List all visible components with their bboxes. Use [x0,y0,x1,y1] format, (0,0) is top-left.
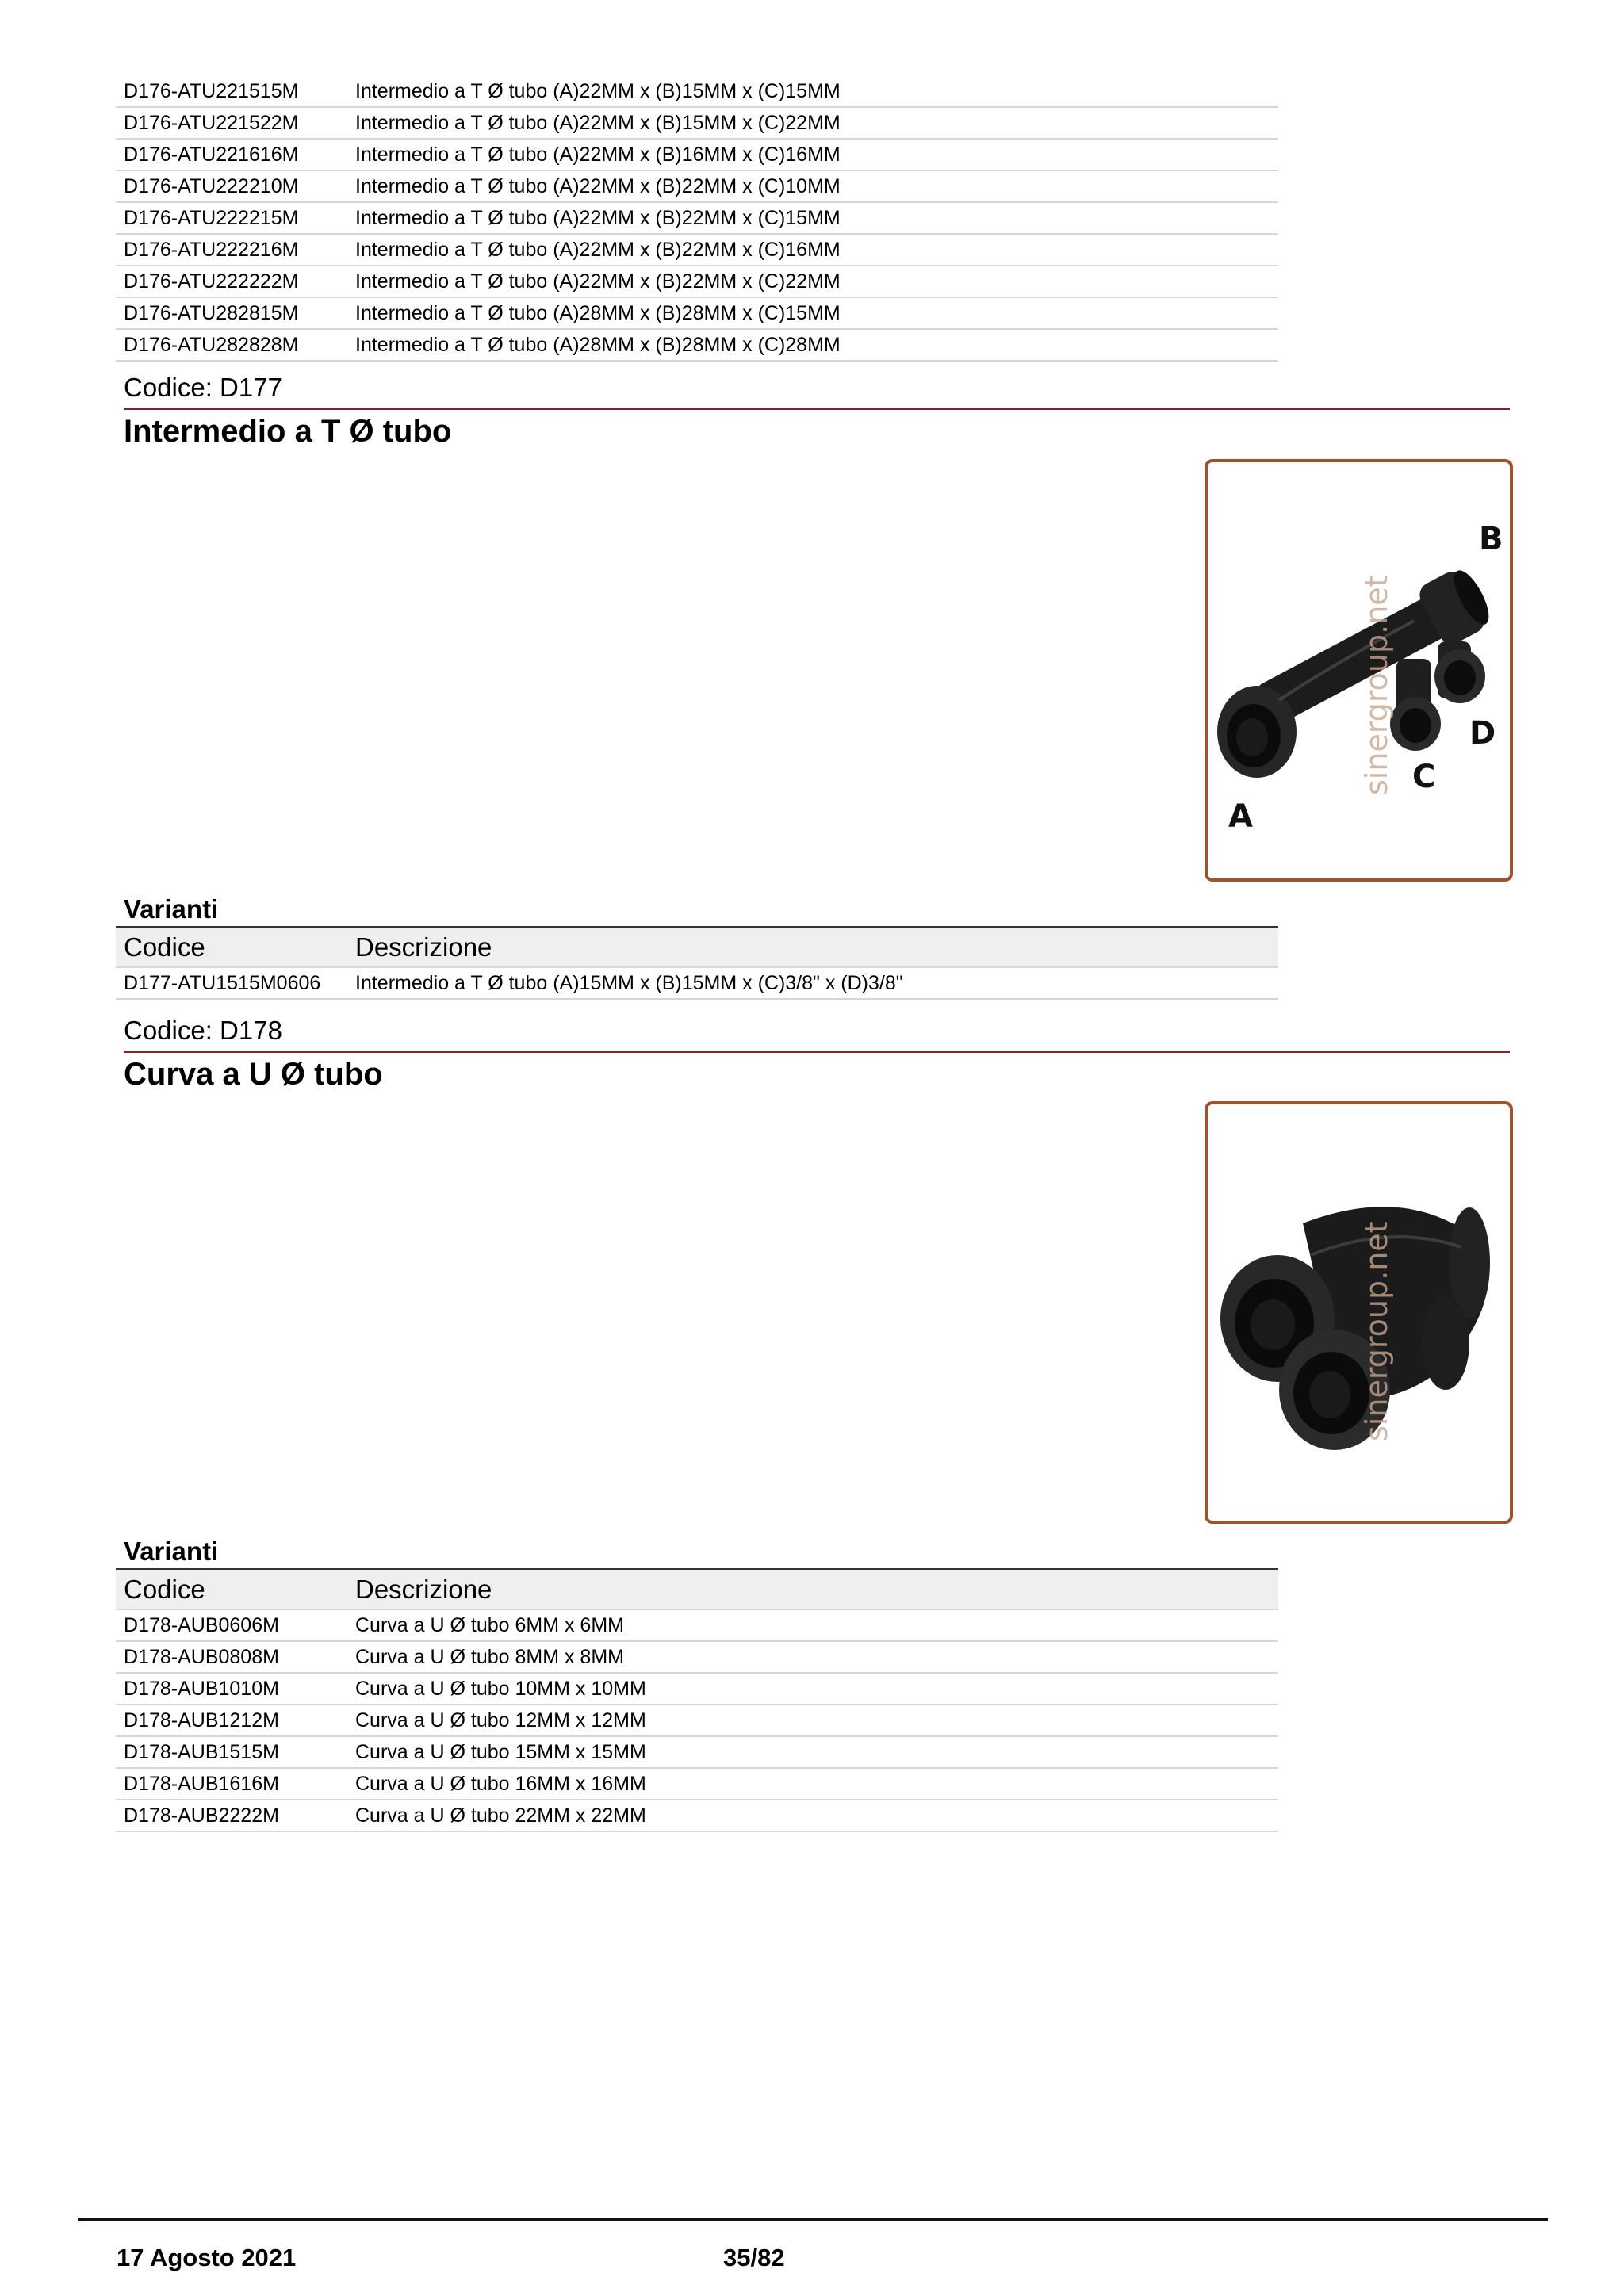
label-c: C [1412,759,1436,795]
label-a: A [1228,798,1253,835]
d177-variants-table [116,926,1278,1000]
watermark-text: sinergroup.net [1359,575,1394,795]
row-code: D176-ATU222215M [116,202,347,234]
row-description: Intermedio a T Ø tubo (A)22MM x (B)16MM x (C)16MM [347,139,1278,170]
table-row [116,329,1278,361]
table-row [116,234,1278,266]
table-row [116,107,1278,139]
row-description: Intermedio a T Ø tubo (A)22MM x (B)15MM x (C)22MM [347,107,1278,139]
footer-date: 17 Agosto 2021 [117,2244,297,2271]
row-code: D178-AUB1010M [116,1673,347,1705]
row-description: Intermedio a T Ø tubo (A)28MM x (B)28MM x (C)15MM [347,297,1278,329]
row-code: D176-ATU282815M [116,297,347,329]
row-description: Curva a U Ø tubo 15MM x 15MM [347,1736,1278,1768]
row-description: Intermedio a T Ø tubo (A)22MM x (B)15MM x (C)15MM [347,76,1278,107]
header-description: Descrizione [347,927,1278,967]
row-description: Intermedio a T Ø tubo (A)22MM x (B)22MM x (C)10MM [347,170,1278,202]
row-code: D176-ATU282828M [116,329,347,361]
table-row [116,76,1278,107]
d178-variants-table [116,1568,1278,1832]
row-code: D178-AUB1212M [116,1705,347,1736]
row-code: D176-ATU222216M [116,234,347,266]
section-title-d177: Intermedio a T Ø tubo [124,414,452,449]
section-divider [124,408,1510,410]
row-description: Intermedio a T Ø tubo (A)22MM x (B)22MM x (C)16MM [347,234,1278,266]
table-row [116,170,1278,202]
table-header-row [116,927,1278,967]
table-row [116,1800,1278,1831]
table-row [116,1609,1278,1641]
table-row [116,1641,1278,1673]
table-row [116,266,1278,297]
row-code: D176-ATU222210M [116,170,347,202]
header-description: Descrizione [347,1569,1278,1609]
row-description: Intermedio a T Ø tubo (A)28MM x (B)28MM x (C)28MM [347,329,1278,361]
row-code: D178-AUB1515M [116,1736,347,1768]
row-description: Curva a U Ø tubo 22MM x 22MM [347,1800,1278,1831]
label-d: D [1469,715,1496,752]
row-code: D176-ATU221515M [116,76,347,107]
row-code: D178-AUB2222M [116,1800,347,1831]
row-description: Curva a U Ø tubo 12MM x 12MM [347,1705,1278,1736]
row-description: Curva a U Ø tubo 10MM x 10MM [347,1673,1278,1705]
label-b: B [1479,521,1503,557]
d176-variants-table [116,76,1278,362]
section-code-d177: Codice: D177 [124,373,282,402]
header-code: Codice [116,927,347,967]
section-title-d178: Curva a U Ø tubo [124,1057,383,1092]
section-code-d178: Codice: D178 [124,1016,282,1045]
table-row [116,297,1278,329]
row-code: D176-ATU221522M [116,107,347,139]
table-row [116,967,1278,999]
table-row [116,139,1278,170]
varianti-heading-d178: Varianti [124,1536,219,1566]
row-description: Curva a U Ø tubo 8MM x 8MM [347,1641,1278,1673]
row-code: D178-AUB0606M [116,1609,347,1641]
section-divider [124,1051,1510,1053]
row-code: D178-AUB0808M [116,1641,347,1673]
footer-divider [78,2218,1548,2221]
row-code: D176-ATU221616M [116,139,347,170]
row-code: D176-ATU222222M [116,266,347,297]
product-image-u-bend [1205,1101,1513,1524]
page-number: 35/82 [723,2244,785,2271]
table-row [116,1673,1278,1705]
row-code: D177-ATU1515M0606 [116,967,347,999]
product-image-t-fitting [1205,459,1513,882]
u-bend-illustration [1208,1104,1510,1521]
table-row [116,1705,1278,1736]
d176-table-body [116,76,1278,361]
table-header-row [116,1569,1278,1609]
table-row [116,1736,1278,1768]
watermark-text: sinergroup.net [1359,1221,1394,1441]
row-description: Intermedio a T Ø tubo (A)22MM x (B)22MM x (C)15MM [347,202,1278,234]
row-code: D178-AUB1616M [116,1768,347,1800]
varianti-heading-d177: Varianti [124,894,219,924]
row-description: Curva a U Ø tubo 16MM x 16MM [347,1768,1278,1800]
row-description: Curva a U Ø tubo 6MM x 6MM [347,1609,1278,1641]
table-row [116,202,1278,234]
header-code: Codice [116,1569,347,1609]
t-fitting-illustration [1208,462,1510,878]
table-row [116,1768,1278,1800]
row-description: Intermedio a T Ø tubo (A)15MM x (B)15MM x (C)3/8" x (D)3/8" [347,967,1278,999]
row-description: Intermedio a T Ø tubo (A)22MM x (B)22MM x (C)22MM [347,266,1278,297]
